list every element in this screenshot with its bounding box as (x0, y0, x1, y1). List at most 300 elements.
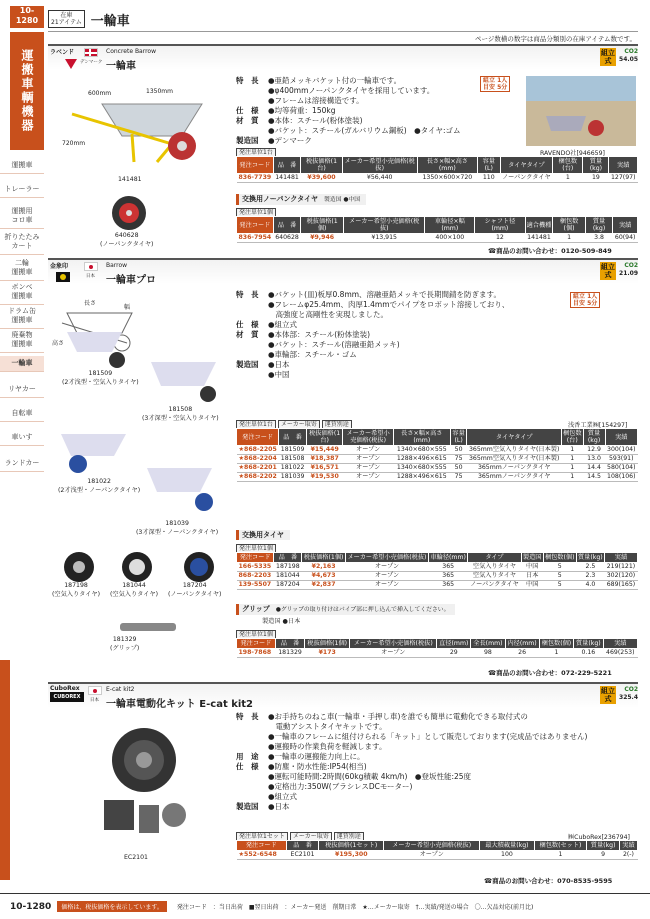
co2-value: CO2 54.05 (619, 48, 638, 63)
assembly-badge: 組立式 (601, 687, 615, 703)
assembly-badge: 組立式 (601, 263, 615, 279)
column-header: 質量(kg) (587, 841, 620, 851)
japan-flag-icon (84, 262, 98, 271)
spec-value: ●定格出力:350W(ブラシレスDCモーター) (268, 782, 413, 791)
spec-value: ●お手持ちのねこ車(一輪車・手押し車)を誰でも簡単に電動化できる取付式の (268, 712, 528, 721)
sidebar-item-wheelchair[interactable]: 車いす (0, 430, 44, 446)
page-header (48, 8, 130, 30)
table-cell: 365 (429, 581, 468, 590)
spec-value: ●亜鉛メッキバケット付の一輪車です。 (268, 76, 402, 85)
column-header: 質量(kg) (583, 429, 605, 446)
table-cell: 29 (437, 649, 471, 658)
product-table (236, 840, 638, 860)
barrow-181039-image (142, 460, 222, 515)
category-label: 運搬車輌機器 (10, 32, 44, 150)
order-tags: 発注単位1セット メーカー取寄 運賃別途 (236, 832, 364, 841)
brand-logo (60, 54, 82, 74)
column-header: メーカー希望小売価格(税抜) (343, 217, 425, 234)
product-table (236, 428, 638, 482)
table-row[interactable] (237, 851, 638, 860)
table-cell: 中国 (521, 581, 543, 590)
spec-row (236, 126, 526, 136)
table-cell: 141481 (275, 174, 299, 181)
table-cell: 1 (561, 473, 583, 482)
spec-key (236, 310, 268, 320)
product-name: 一輪車 (106, 61, 136, 72)
table-cell: 365mmノーパンクタイヤ (467, 464, 561, 473)
table-cell: 中国 (521, 563, 543, 572)
maker-name: ㈱CuboRex[236794] (568, 834, 630, 841)
dim-height: 720mm (62, 140, 86, 147)
spec-value: ●組立式 (268, 320, 298, 329)
order-code-link[interactable]: 166-5335 (237, 563, 274, 572)
spec-row (236, 782, 636, 792)
table-cell: 127(97) (609, 174, 638, 183)
section-header (48, 682, 638, 708)
spec-key: 特 長 (236, 290, 259, 299)
column-header: 最大積載量(kg) (480, 841, 534, 851)
product-name: 一輪車電動化キット E-cat kit2 (106, 699, 254, 710)
table-cell: 365 (429, 563, 468, 572)
table-cell: 689(165) (604, 581, 637, 590)
column-header: メーカー希望小売価格(税抜) (384, 841, 480, 851)
spec-value: ●日本 (268, 802, 290, 811)
spec-key: 製造国 (236, 802, 259, 811)
spec-value: ●一輪車の運搬能力向上に。 (268, 752, 365, 761)
column-header: タイプ (468, 553, 522, 563)
spec-key: 製造国 (236, 360, 259, 369)
spec-value: ●バケット：スチール(ガルバリウム鋼板) ●タイヤ:ゴム (268, 126, 461, 135)
sidebar-item-waste[interactable]: 廃棄物 運搬車 (0, 328, 44, 353)
table-cell: 1350×600×720 (417, 174, 477, 183)
spec-value: ●バケット：スチール(溶融亜鉛メッキ) (268, 340, 400, 349)
table-row[interactable] (237, 234, 638, 243)
sub-section-title: 交換用ノーパンクタイヤ 製造国 ●中国 (236, 194, 366, 205)
section-header (48, 44, 638, 70)
table-cell: 1 (534, 851, 587, 860)
order-code-link[interactable]: 868-2203 (237, 572, 274, 581)
page-title: 一輪車 (90, 13, 130, 29)
spec-row (236, 310, 576, 320)
table-cell: ノーパンクタイヤ (468, 581, 522, 590)
column-header: 長さ×幅×高さ(mm) (393, 429, 450, 446)
table-cell: 1 (553, 174, 583, 183)
table-cell: 5 (543, 581, 576, 590)
table-cell: 181329 (275, 649, 304, 658)
spec-row (236, 290, 576, 300)
table-cell: 1340×680×555 (393, 446, 450, 455)
table-cell: オープン (350, 649, 437, 658)
table-cell: ¥15,449 (306, 446, 343, 455)
column-header: 車輪径×幅(mm) (425, 217, 475, 234)
table-row[interactable] (237, 563, 638, 572)
table-cell: 365mmノーパンクタイヤ (467, 473, 561, 482)
table-cell: 12 (475, 234, 525, 243)
legend-text: 発注コード ：当日出荷 ■翌日出荷 ：メーカー発送 削期日常 ★…メーカー取寄 †…実績/発送の場合 〇…欠品対応(前月比) (176, 904, 534, 911)
wheelbarrow-image (62, 84, 212, 169)
column-header: 品 番 (273, 157, 301, 174)
spec-row (236, 802, 636, 812)
product-en-name: E-cat kit2 (106, 686, 135, 693)
table-cell: 12.9 (583, 446, 605, 455)
table-cell: ¥2,163 (302, 563, 345, 572)
table-cell: 空気入りタイヤ (468, 572, 522, 581)
order-code-link[interactable]: ★868-2205 (238, 446, 277, 453)
spec-key (236, 782, 268, 792)
spec-value: ●本体：スチール(粉体塗装) (268, 116, 363, 125)
column-header: 直径(mm) (437, 639, 471, 649)
order-unit: 発注単位1個 (236, 544, 276, 553)
spec-key (236, 126, 268, 136)
table-cell: ¥2,837 (302, 581, 345, 590)
sidebar-item-drum[interactable]: ドラム缶 運搬車 (0, 304, 44, 329)
table-row[interactable] (237, 649, 638, 658)
spec-key: 特 長 (236, 712, 259, 721)
dim-label-height: 高さ (52, 340, 65, 347)
table-cell: オープン (343, 455, 393, 464)
brand-name: ラベンド (50, 49, 75, 56)
tire-table (236, 552, 638, 590)
page-footer (0, 893, 650, 919)
spec-row (236, 742, 636, 752)
table-cell: 14.4 (583, 464, 605, 473)
column-header: 容量(L) (450, 429, 467, 446)
product-en-name: Concrete Barrow (106, 48, 157, 55)
column-header: タイヤタイプ (467, 429, 561, 446)
table-cell: ¥18,387 (306, 455, 343, 464)
table-cell: 2.5 (576, 563, 604, 572)
table-cell: 4.0 (576, 581, 604, 590)
order-code-link[interactable]: ★868-2201 (238, 464, 277, 471)
spec-key: 仕 様 (236, 106, 259, 115)
table-cell: 181508 (280, 455, 305, 462)
spec-row (236, 360, 576, 370)
barrow-181508-image (146, 354, 226, 404)
tire-caption: 187204 (ノーパンクタイヤ) (168, 582, 222, 598)
column-header: 梱包数(台) (553, 157, 583, 174)
table-cell: 50 (450, 446, 467, 455)
grip-table (236, 638, 638, 658)
dim-label-width: 幅 (124, 304, 131, 311)
column-header: メーカー希望小売価格(税抜) (342, 157, 417, 174)
product-name: 一輪車プロ (106, 275, 156, 286)
table-cell: 75 (450, 473, 467, 482)
column-header: シャフト径(mm) (475, 217, 525, 234)
co2-value: CO2 21.09 (619, 262, 638, 277)
table-row[interactable] (237, 572, 638, 581)
column-header: 質量(kg) (583, 157, 609, 174)
page-tab: 10- 1280 (10, 6, 44, 28)
table-cell: オープン (343, 446, 393, 455)
spec-value: ●本体部：スチール(粉体塗装) (268, 330, 371, 339)
column-header: 製造国 (522, 554, 542, 561)
table-cell: 580(104) (605, 464, 637, 473)
table-cell: 593(91) (605, 455, 637, 464)
column-header: 発注コード (237, 157, 274, 174)
table-cell: 110 (477, 174, 500, 183)
page-note: ページ数横の数字は商品分類別の在庫アイテム数です。 (475, 35, 636, 43)
table-cell: オープン (384, 851, 480, 860)
table-header-row (237, 841, 638, 851)
table-cell: 1 (561, 446, 583, 455)
spec-key (236, 300, 268, 310)
spec-value: ●中国 (268, 370, 290, 379)
column-header: タイヤタイプ (500, 157, 553, 174)
spec-row (236, 330, 576, 340)
spec-row (236, 722, 636, 732)
spec-row (236, 752, 636, 762)
brand-logo (52, 267, 74, 287)
sidebar-item-folding-cart[interactable]: 折りたたみ カート (0, 230, 44, 255)
column-header: 梱包数(個) (553, 217, 585, 234)
column-header: 税抜価格(1個) (303, 554, 344, 561)
spec-key (236, 772, 268, 782)
column-header: 実績 (609, 157, 638, 174)
sidebar-item-trailer[interactable]: トレーラー (0, 182, 44, 198)
table-cell: 141481 (525, 234, 553, 243)
table-cell: 19 (583, 174, 609, 183)
sidebar-item-cylinder[interactable]: ボンベ 運搬車 (0, 280, 44, 305)
spec-row (236, 732, 636, 742)
barrow-181509-image (62, 322, 132, 370)
spec-value: ●運搬時の作業負荷を軽減します。 (268, 742, 387, 751)
tire-caption: 640628 (ノーパンクタイヤ) (100, 232, 154, 248)
table-cell: 60(94) (613, 234, 638, 243)
table-cell: 108(106) (605, 473, 637, 482)
table-row[interactable] (237, 446, 638, 455)
order-code-link[interactable]: ★552-6548 (237, 851, 287, 860)
column-header: メーカー希望小売価格(税抜) (350, 639, 437, 649)
order-code-link[interactable]: 836-7954 (238, 234, 272, 241)
contact-phone: ☎商品のお問い合わせ：0120-509-849 (488, 247, 612, 255)
sidebar-item-landcar[interactable]: ランドカー (0, 456, 44, 472)
column-header: 税抜価格(1台) (306, 429, 343, 446)
table-cell: 187198 (274, 563, 302, 572)
order-unit: 発注単位1台 (236, 148, 276, 157)
sidebar-item-transport[interactable]: 運搬車 (0, 158, 44, 174)
spec-key (236, 742, 268, 752)
spec-row (236, 136, 526, 146)
tire-181044-image (120, 550, 154, 584)
table-cell: オープン (345, 563, 428, 572)
column-header: 車輪径(mm) (430, 554, 466, 561)
product-table (236, 156, 638, 183)
spec-key: 用 途 (236, 752, 259, 761)
sidebar-item-bicycle[interactable]: 自転車 (0, 406, 44, 422)
brand-name: 金象印 (50, 263, 69, 270)
spec-value: ●φ400mmノーパンクタイヤを採用しています。 (268, 86, 435, 95)
column-header: 長さ×幅×高さ(mm) (417, 157, 477, 174)
dim-length: 1350mm (146, 88, 173, 95)
table-cell: 365mm空気入りタイヤ(日本製) (468, 446, 560, 453)
dim-label-length: 長さ (84, 300, 97, 307)
section-header (48, 258, 638, 284)
column-header: メーカー希望小売価格(税抜) (343, 429, 393, 446)
ecat-kit-image (94, 720, 194, 840)
table-cell: 100 (480, 851, 534, 860)
table-cell: 302(120) (604, 572, 637, 581)
spec-key (236, 350, 268, 360)
table-cell: 5 (543, 572, 576, 581)
table-cell: オープン (345, 581, 428, 590)
column-header: 発注コード (237, 429, 279, 446)
grip-image (118, 620, 178, 634)
spec-value: ●フレームは溶接構造です。 (268, 96, 364, 105)
table-cell: 13.0 (583, 455, 605, 464)
usage-photo (526, 76, 636, 146)
table-row[interactable] (237, 473, 638, 482)
sidebar-accent (0, 660, 10, 880)
image-caption: 181022 (2才浅型・ノーパンクタイヤ) (58, 478, 141, 494)
column-header: 実績 (605, 429, 637, 446)
column-header: 品 番 (275, 639, 304, 649)
table-cell: ¥9,946 (301, 234, 344, 243)
product-section-concrete-barrow (48, 44, 638, 254)
spec-row (236, 350, 576, 360)
sidebar-item-roller[interactable]: 運搬用 コロ車 (0, 204, 44, 229)
spec-value: ●運転可能時間:2時間(60kg積載 4km/h) ●登坂性能:25度 (268, 772, 472, 781)
barrow-181022-image (56, 426, 136, 476)
spec-row (236, 116, 526, 126)
spec-row (236, 712, 636, 722)
page-number: 10-1280 (10, 901, 52, 912)
spec-key (236, 722, 268, 732)
order-code-link[interactable]: ★868-2202 (238, 473, 277, 480)
brand-name: CuboRex (50, 685, 80, 692)
table-cell: 365 (429, 572, 468, 581)
spec-key: 材 質 (236, 116, 259, 125)
table-cell: 1288×496×615 (393, 455, 450, 464)
sidebar-item-two-wheel[interactable]: 二輪 運搬車 (0, 256, 44, 281)
order-code-link[interactable]: 198-7868 (237, 649, 276, 658)
spec-key: 仕 様 (236, 320, 259, 329)
spec-value: ●バケット(皿)板厚0.8mm、溶融亜鉛メッキで長期間錆を防ぎます。 (268, 290, 501, 299)
column-header: 質量(kg) (585, 217, 613, 234)
image-caption: 181508 (3才深型・空気入りタイヤ) (142, 406, 219, 422)
sidebar-item-rearcar[interactable]: リヤカー (0, 382, 44, 398)
spec-key (236, 96, 268, 106)
country-caption: デンマーク (80, 60, 103, 65)
spec-value: ●車輪部：スチール・ゴム (268, 350, 357, 359)
column-header: メーカー希望小売価格(税抜) (345, 553, 428, 563)
table-cell: 469(253) (603, 649, 637, 658)
stock-box: 在庫 21アイテム (48, 10, 85, 28)
spec-row (236, 792, 636, 802)
spec-value: ●デンマーク (268, 136, 312, 145)
column-header: 質量(kg) (578, 554, 603, 561)
spec-row (236, 300, 576, 310)
order-code-link[interactable]: 139-5507 (237, 581, 274, 590)
grip-country: 製造国 ●日本 (262, 618, 301, 625)
sub-section-title: グリップ ●グリップの取り付けはパイプ部に押し込んで挿入してください。 (236, 604, 455, 615)
column-header: 発注コード (237, 553, 274, 563)
column-header: 梱包数(個) (544, 554, 575, 561)
spec-row (236, 370, 576, 380)
product-section-barrow-pro (48, 258, 638, 678)
column-header: 税抜価格(1個) (305, 639, 350, 649)
maker-name: RAVENDO社[946659] (540, 150, 605, 157)
table-cell: 3.8 (585, 234, 613, 243)
order-code-link[interactable]: 836-7739 (238, 174, 272, 181)
table-row[interactable] (237, 455, 638, 464)
spec-value: 電動アシストタイヤキットです。 (268, 722, 387, 731)
image-caption: 181509 (2才浅型・空気入りタイヤ) (62, 370, 139, 386)
table-header-row (237, 553, 638, 563)
assembly-info: 組立 1人 目安 5分 (480, 76, 510, 92)
table-header-row (237, 639, 638, 649)
order-unit: 発注単位1個 (236, 630, 276, 639)
spec-value: ●日本 (268, 360, 290, 369)
table-cell: ¥173 (305, 649, 350, 658)
column-header: 品 番 (273, 217, 301, 234)
table-cell: ¥16,571 (306, 464, 343, 473)
table-cell: 181509 (280, 446, 305, 453)
contact-phone: ☎商品のお問い合わせ：072-229-5221 (488, 669, 612, 677)
column-header: 内径(mm) (505, 639, 539, 649)
table-row[interactable] (237, 174, 638, 183)
column-header: 実績 (619, 841, 637, 851)
spec-key (236, 792, 268, 802)
denmark-flag-icon (84, 48, 98, 57)
column-header: 実績 (604, 553, 637, 563)
column-header: 実績 (613, 217, 638, 234)
table-cell: 98 (471, 649, 505, 658)
table-cell: 181039 (280, 473, 305, 480)
table-cell: 5 (543, 563, 576, 572)
column-header: 梱包数(セット) (534, 841, 587, 851)
table-cell: ¥4,673 (302, 572, 345, 581)
assembly-badge: 組立式 (601, 49, 615, 65)
table-cell: 2(-) (619, 851, 637, 860)
price-notice: 価格は、税抜価格を表示しています。 (57, 901, 167, 912)
spec-value: ●組立式 (268, 792, 298, 801)
table-row[interactable] (237, 581, 638, 590)
table-cell: ¥39,600 (301, 174, 342, 183)
table-cell: 50 (450, 464, 467, 473)
spec-key: 特 長 (236, 76, 259, 85)
table-header-row (237, 217, 638, 234)
spec-row (236, 340, 576, 350)
tire-caption: 181044 (空気入りタイヤ) (110, 582, 159, 598)
column-header: 全長(mm) (471, 639, 505, 649)
sidebar-item-wheelbarrow[interactable]: 一輪車 (0, 356, 44, 372)
table-cell: 日本 (521, 572, 543, 581)
column-header: 品 番 (274, 553, 302, 563)
image-caption: 181039 (3才深型・ノーパンクタイヤ) (136, 520, 219, 536)
tire-caption: 187198 (空気入りタイヤ) (52, 582, 101, 598)
table-cell: 1288×496×615 (393, 473, 450, 482)
spec-value: ●均等荷重：150kg (268, 106, 336, 115)
spec-row (236, 772, 636, 782)
order-code-link[interactable]: ★868-2204 (238, 455, 277, 462)
tire-table (236, 216, 638, 243)
table-header-row (237, 429, 638, 446)
sub-section-title: 交換用タイヤ (236, 530, 290, 540)
spec-value: ●防塵・防水性能:IP54(相当) (268, 762, 367, 771)
spec-key: 材 質 (236, 330, 259, 339)
spec-row (236, 762, 636, 772)
table-row[interactable] (237, 464, 638, 473)
product-en-name: Barrow (106, 262, 128, 269)
column-header: 税抜価格(1個) (301, 217, 344, 234)
table-cell: EC2101 (286, 851, 319, 860)
spec-row (236, 320, 576, 330)
spec-key: 仕 様 (236, 762, 259, 771)
spec-key (236, 86, 268, 96)
table-cell: 187204 (274, 581, 302, 590)
country-caption: 日本 (86, 274, 95, 279)
spec-list (236, 290, 576, 380)
